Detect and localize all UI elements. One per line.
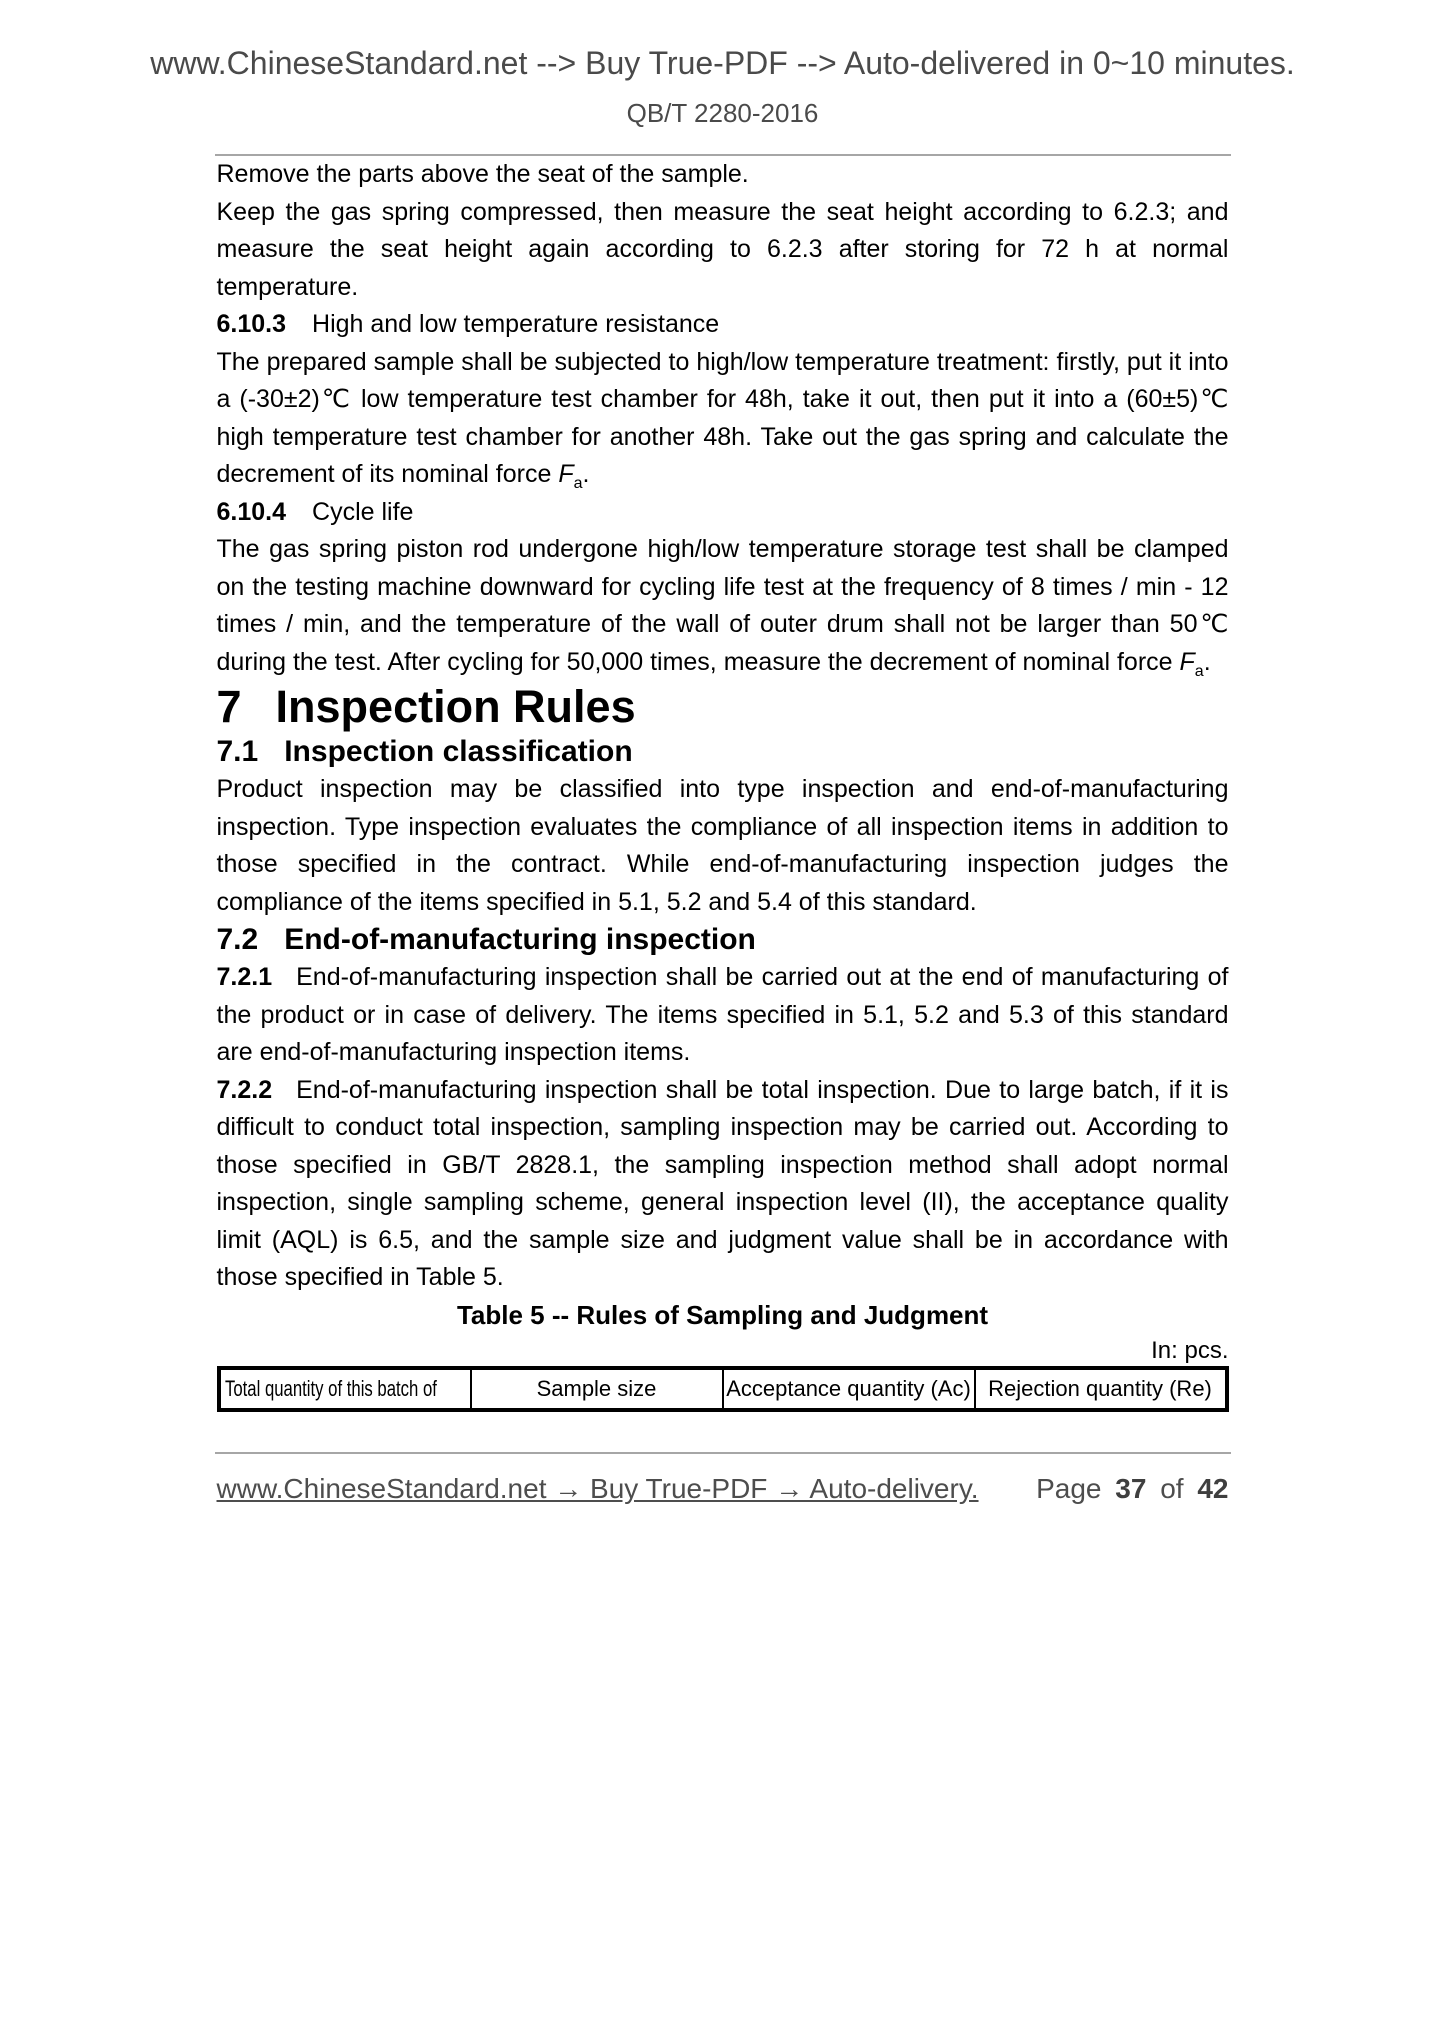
column-header-label: Total quantity of this batch of: [224, 1376, 437, 1401]
clause-text: End-of-manufacturing inspection shall be total inspection. Due to large batch, if it is difficult to conduct total inspection, sampling inspection may be carried out. According to those specified in GB/T 2828.1, the sampling inspection method shall adopt normal inspection, single sampling scheme, general inspection level (II), the acceptance quality limit (AQL) is 6.5, and the sample size and judgment value shall be in accordance with those specified in Table 5.: [216, 1075, 1229, 1291]
page-total: 42: [1197, 1473, 1229, 1504]
clause-text: End-of-manufacturing inspection shall be carried out at the end of manufacturing of the product or in case of delivery. The items specified in 5.1, 5.2 and 5.3 of this standard are end-of-manufacturing inspection items.: [216, 963, 1229, 1066]
table-unit-note: In: pcs.: [1151, 1337, 1229, 1364]
force-subscript: a: [573, 475, 583, 492]
paragraph-cycle-life: [217, 531, 1229, 681]
footer-link[interactable]: www.ChineseStandard.net → Buy True-PDF → Auto-delivery.: [216, 1473, 979, 1504]
column-header-total-quantity: [219, 1368, 471, 1410]
force-symbol: F: [558, 460, 574, 488]
sentence-end: .: [1203, 647, 1211, 676]
heading-title: Cycle life: [312, 497, 414, 526]
page-of-label: of: [1160, 1473, 1184, 1504]
page-label: Page: [1036, 1473, 1102, 1504]
paragraph-remove-parts: Remove the parts above the seat of the sample.: [216, 160, 749, 188]
paragraph-temperature-resistance: [217, 344, 1229, 494]
header-tagline: www.ChineseStandard.net --> Buy True-PDF --> Auto-delivered in 0~10 minutes.: [150, 45, 1295, 81]
paragraph-text: The gas spring piston rod undergone high/low temperature storage test shall be clamped on the testing machine downward for cycling life test at the frequency of 8 times / min - 12 times / min, and the temperature of the wall of outer drum shall not be larger than 50℃ during the test. After cycling for 50,000 times, measure the decrement of nominal force: [216, 535, 1229, 676]
page-current: 37: [1115, 1473, 1147, 1504]
standard-code: QB/T 2280-2016: [626, 98, 819, 128]
paragraph-inspection-classification: Product inspection may be classified into type inspection and end-of-manufacturing inspection. Type inspection evaluates the compliance of all inspection items in addition to those specified in the contract. While end-of-manufacturing inspection judges the compliance of the items specified in 5.1, 5.2 and 5.4 of this standard.: [216, 775, 1229, 916]
heading-number: 6.10.3: [216, 310, 287, 338]
heading-number: 7.2: [216, 923, 259, 956]
page-header: [0, 0, 1445, 156]
heading-6-10-4: [217, 494, 1229, 532]
column-header-sample-size: Sample size: [471, 1368, 723, 1410]
heading-number: 7.1: [216, 735, 259, 768]
force-subscript: a: [1194, 662, 1204, 680]
column-header-acceptance-quantity: Acceptance quantity (Ac): [723, 1368, 975, 1410]
heading-7-1: [217, 733, 1229, 771]
heading-number: 6.10.4: [216, 497, 287, 526]
paragraph-7-2-2: [217, 1072, 1229, 1297]
heading-number: 7: [216, 681, 242, 732]
paragraph-text: The prepared sample shall be subjected to high/low temperature treatment: firstly, put it into a (-30±2)℃ low temperature test chamber for 48h, take it out, then put it into a (60±5)℃ high temperature test chamber for another 48h. Take out the gas spring and calculate the decrement of its nominal force: [216, 347, 1229, 488]
footer-divider: [215, 1452, 1231, 1454]
heading-title: End-of-manufacturing inspection: [284, 923, 756, 956]
heading-title: Inspection classification: [284, 735, 633, 768]
heading-title: Inspection Rules: [275, 681, 636, 732]
force-symbol: F: [1179, 647, 1195, 676]
table-header-row: [219, 1368, 1227, 1410]
page-indicator: [1036, 1472, 1228, 1506]
heading-7-2: [217, 921, 1229, 959]
sentence-end: .: [582, 460, 590, 488]
table-5-sampling-rules: [217, 1366, 1229, 1412]
heading-7-inspection-rules: [217, 681, 1229, 733]
paragraph-7-2-1: [217, 959, 1229, 1072]
clause-number: 7.2.1: [216, 963, 273, 991]
column-header-rejection-quantity: Rejection quantity (Re): [975, 1368, 1227, 1410]
paragraph-keep-compressed: Keep the gas spring compressed, then measure the seat height according to 6.2.3; and measure the seat height again according to 6.2.3 after storing for 72 h at normal temperature.: [216, 197, 1229, 301]
table-5-title: Table 5 -- Rules of Sampling and Judgment: [456, 1299, 989, 1330]
clause-number: 7.2.2: [216, 1075, 273, 1104]
document-body: [217, 156, 1229, 1412]
page-footer: [217, 1472, 1229, 1506]
heading-title: High and low temperature resistance: [312, 310, 720, 338]
heading-6-10-3: [217, 306, 1229, 344]
